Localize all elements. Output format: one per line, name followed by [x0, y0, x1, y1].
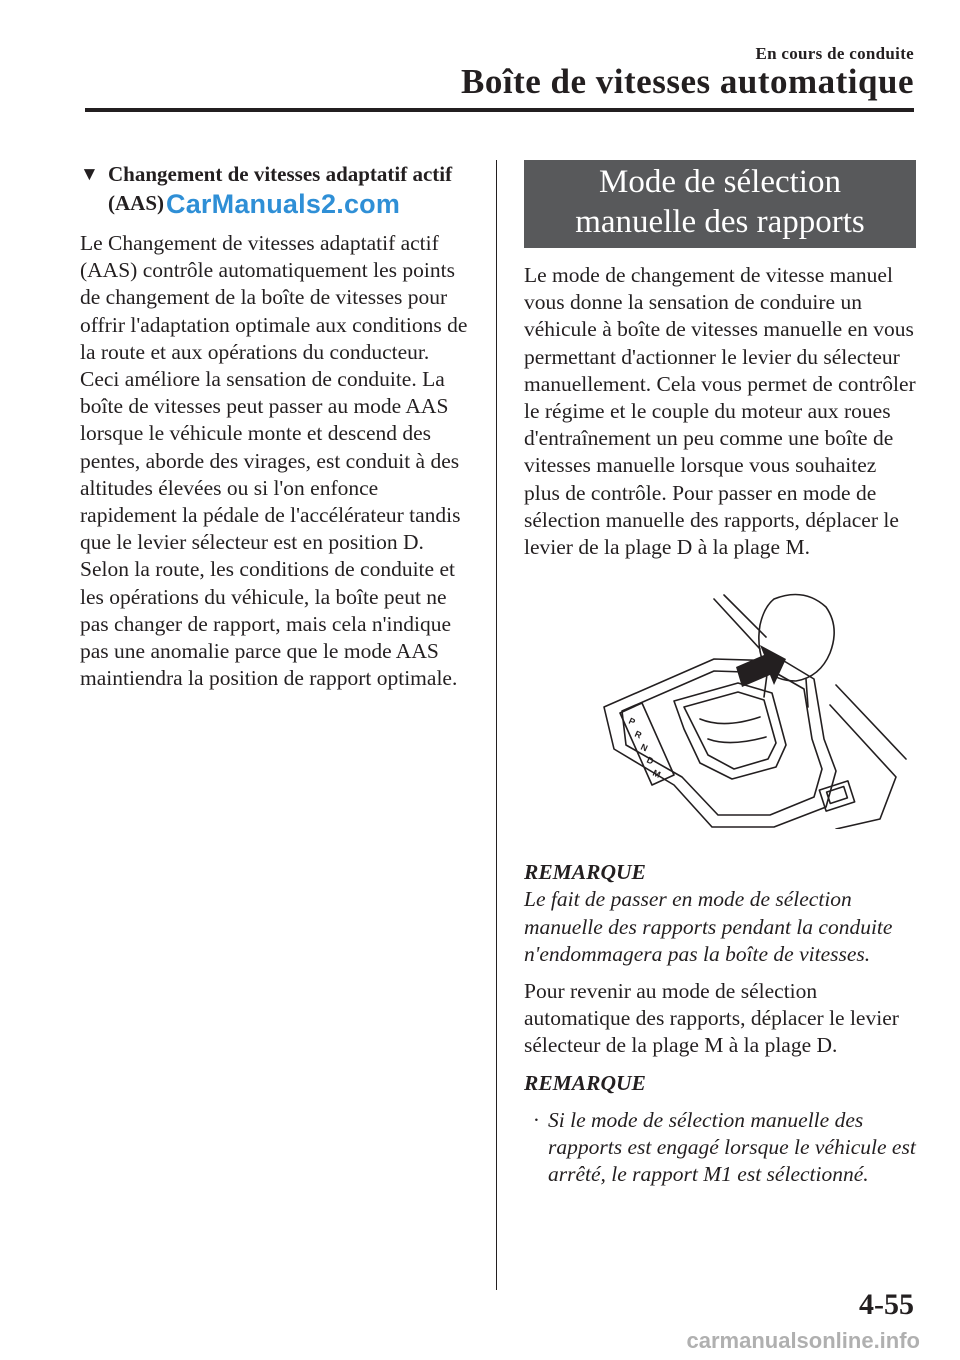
watermark-logo: CarManuals2.com — [166, 189, 401, 219]
gate-label-p: P — [627, 715, 637, 728]
manual-mode-intro: Le mode de changement de vitesse manuel vous donne la sensation de conduire un véhicule à boîte de vitesses manuelle en vous permettant d'actionner le levier du sélecteur manuellement. Cela vous permet de contrôler le régime et le couple du moteur aux roues d'entraînement un peu comme une boîte de vitesses manuelle lorsque vous souhaitez plus de contrôle. Pour passer en mode de sélection manuelle des rapports, déplacer le levier de la plage D à la plage M. — [524, 263, 916, 560]
shift-lever-illustration — [524, 589, 916, 829]
note-bullet-item — [524, 1107, 916, 1189]
aas-paragraph: Le Changement de vitesses adaptatif actif (AAS) contrôle automatiquement les points de changement de la boîte de vitesses pour offrir l'adaptation optimale aux conditions de la route et aux opérations du conducteur. Ceci améliore la sensation de conduite. La boîte de vitesses peut passer au mode AAS lorsque le véhicule monte et descend des pentes, aborde des virages, est conduit à des altitudes élevées ou si l'on enfonce rapidement la pédale de l'accélérateur tandis que le levier sélecteur est en position D. Selon la route, les conditions de conduite et les opérations du véhicule, la boîte peut ne pas changer de rapport, mais cela n'indique pas une anomalie parce que le mode AAS maintiendra la position de rapport optimale. — [80, 231, 468, 691]
right-column — [524, 160, 916, 1188]
footer-watermark: carmanualsonline.info — [686, 1328, 920, 1353]
gate-label-m: M — [651, 767, 663, 781]
triangle-down-icon: ▼ — [80, 164, 99, 185]
note-label-2: REMARQUE — [524, 1070, 646, 1095]
bullet-icon: · — [533, 1107, 539, 1132]
left-column — [80, 160, 470, 692]
note-label-1: REMARQUE — [524, 860, 646, 885]
gate-label-d: D — [645, 754, 656, 767]
chapter-label: En cours de conduite — [755, 44, 914, 63]
section-title-line2: manuelle des rapports — [575, 204, 865, 240]
shift-lever-drawing — [524, 589, 916, 829]
gate-label-r: R — [633, 728, 644, 741]
header-rule — [85, 108, 914, 112]
return-paragraph: Pour revenir au mode de sélection automatique des rapports, déplacer le levier sélecteur de la plage M à la plage D. — [524, 979, 899, 1058]
note-text-1: Le fait de passer en mode de sélection manuelle des rapports pendant la conduite n'endommagera pas la boîte de vitesses. — [524, 887, 893, 966]
column-divider — [496, 160, 497, 1290]
subheading-text: Changement de vitesses adaptatif actif (AAS) — [108, 162, 453, 215]
page-number: 4-55 — [859, 1288, 914, 1321]
section-title-band — [524, 160, 916, 248]
section-title-line1: Mode de sélection — [599, 164, 841, 200]
gate-label-n: N — [639, 741, 650, 754]
page-title: Boîte de vitesses automatique — [461, 62, 914, 101]
note-text-2: Si le mode de sélection manuelle des rapports est engagé lorsque le véhicule est arrêté, le rapport M1 est sélectionné. — [548, 1107, 916, 1187]
